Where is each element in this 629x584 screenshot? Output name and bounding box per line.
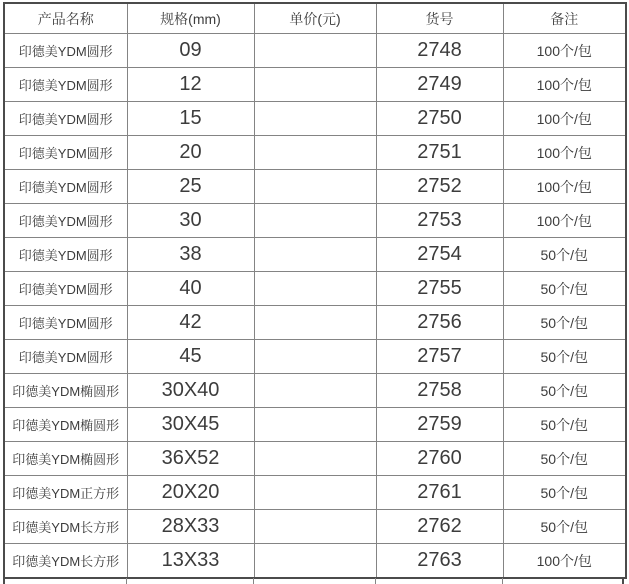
cell-sku: 2763 — [376, 544, 503, 579]
cell-price — [254, 170, 376, 204]
cell-spec: 40 — [127, 272, 254, 306]
cell-spec: 38 — [127, 238, 254, 272]
cell-price — [254, 272, 376, 306]
cell-sku: 2754 — [376, 238, 503, 272]
cell-spec: 30X40 — [127, 374, 254, 408]
cell-remark: 50个/包 — [503, 272, 626, 306]
cell-price — [254, 68, 376, 102]
table-row — [4, 544, 626, 579]
cell-sku: 2761 — [376, 476, 503, 510]
cell-sku: 2752 — [376, 170, 503, 204]
cell-price — [254, 136, 376, 170]
cell-spec: 13X33 — [127, 544, 254, 579]
table-row — [4, 340, 626, 374]
cell-price — [254, 102, 376, 136]
table-row — [4, 272, 626, 306]
cell-spec: 28X33 — [127, 510, 254, 544]
cell-sku: 2750 — [376, 102, 503, 136]
cell-sku: 2758 — [376, 374, 503, 408]
stub-right-border — [622, 578, 624, 584]
cell-spec: 20X20 — [127, 476, 254, 510]
stub-divider-4 — [502, 578, 503, 584]
cell-remark: 50个/包 — [503, 340, 626, 374]
column-header-price: 单价(元) — [254, 3, 376, 34]
cell-remark: 100个/包 — [503, 204, 626, 238]
cell-product: 印德美YDM圆形 — [4, 272, 127, 306]
cell-sku: 2748 — [376, 34, 503, 68]
stub-divider-1 — [126, 578, 127, 584]
cell-sku: 2749 — [376, 68, 503, 102]
cell-sku: 2755 — [376, 272, 503, 306]
stub-divider-2 — [253, 578, 254, 584]
cell-product: 印德美YDM圆形 — [4, 238, 127, 272]
column-header-remark: 备注 — [503, 3, 626, 34]
cell-spec: 12 — [127, 68, 254, 102]
cell-remark: 50个/包 — [503, 374, 626, 408]
cell-spec: 20 — [127, 136, 254, 170]
cell-spec: 15 — [127, 102, 254, 136]
table-row — [4, 102, 626, 136]
cell-price — [254, 204, 376, 238]
cell-product: 印德美YDM圆形 — [4, 204, 127, 238]
table-row — [4, 204, 626, 238]
cell-spec: 30 — [127, 204, 254, 238]
cell-remark: 100个/包 — [503, 170, 626, 204]
cell-price — [254, 238, 376, 272]
table-row — [4, 510, 626, 544]
table-row — [4, 34, 626, 68]
cell-product: 印德美YDM圆形 — [4, 68, 127, 102]
cell-remark: 100个/包 — [503, 136, 626, 170]
cell-remark: 100个/包 — [503, 544, 626, 579]
table-row — [4, 238, 626, 272]
cell-sku: 2757 — [376, 340, 503, 374]
table-row — [4, 170, 626, 204]
cell-remark: 50个/包 — [503, 476, 626, 510]
column-header-product: 产品名称 — [4, 3, 127, 34]
cell-price — [254, 544, 376, 579]
table-row — [4, 136, 626, 170]
column-header-sku: 货号 — [376, 3, 503, 34]
cell-remark: 100个/包 — [503, 34, 626, 68]
column-header-spec: 规格(mm) — [127, 3, 254, 34]
cell-price — [254, 408, 376, 442]
cell-product: 印德美YDM圆形 — [4, 340, 127, 374]
cell-product: 印德美YDM圆形 — [4, 306, 127, 340]
cell-product: 印德美YDM圆形 — [4, 34, 127, 68]
table-row — [4, 306, 626, 340]
cell-sku: 2753 — [376, 204, 503, 238]
cell-remark: 100个/包 — [503, 102, 626, 136]
cell-spec: 25 — [127, 170, 254, 204]
cell-sku: 2760 — [376, 442, 503, 476]
cell-product: 印德美YDM椭圆形 — [4, 374, 127, 408]
header-row — [4, 3, 626, 34]
cell-product: 印德美YDM圆形 — [4, 170, 127, 204]
table-header — [4, 3, 626, 34]
cell-product: 印德美YDM椭圆形 — [4, 442, 127, 476]
cell-remark: 100个/包 — [503, 68, 626, 102]
cell-product: 印德美YDM椭圆形 — [4, 408, 127, 442]
cell-product: 印德美YDM长方形 — [4, 510, 127, 544]
product-price-table — [3, 2, 627, 579]
cell-price — [254, 34, 376, 68]
cell-sku: 2762 — [376, 510, 503, 544]
table-row — [4, 476, 626, 510]
cell-product: 印德美YDM长方形 — [4, 544, 127, 579]
cell-spec: 09 — [127, 34, 254, 68]
cell-price — [254, 340, 376, 374]
table-row — [4, 68, 626, 102]
cell-spec: 45 — [127, 340, 254, 374]
cell-product: 印德美YDM正方形 — [4, 476, 127, 510]
cell-price — [254, 476, 376, 510]
cell-remark: 50个/包 — [503, 442, 626, 476]
cell-price — [254, 442, 376, 476]
cell-spec: 30X45 — [127, 408, 254, 442]
cell-remark: 50个/包 — [503, 238, 626, 272]
cell-spec: 42 — [127, 306, 254, 340]
stub-divider-3 — [375, 578, 376, 584]
table-row — [4, 408, 626, 442]
table-row — [4, 374, 626, 408]
table-row — [4, 442, 626, 476]
cell-product: 印德美YDM圆形 — [4, 102, 127, 136]
cell-sku: 2759 — [376, 408, 503, 442]
cell-price — [254, 306, 376, 340]
cell-sku: 2751 — [376, 136, 503, 170]
cell-price — [254, 374, 376, 408]
cell-sku: 2756 — [376, 306, 503, 340]
cell-spec: 36X52 — [127, 442, 254, 476]
cell-remark: 50个/包 — [503, 306, 626, 340]
cell-product: 印德美YDM圆形 — [4, 136, 127, 170]
cell-price — [254, 510, 376, 544]
cell-remark: 50个/包 — [503, 510, 626, 544]
stub-left-border — [3, 578, 5, 584]
cell-remark: 50个/包 — [503, 408, 626, 442]
table-body — [4, 34, 626, 579]
